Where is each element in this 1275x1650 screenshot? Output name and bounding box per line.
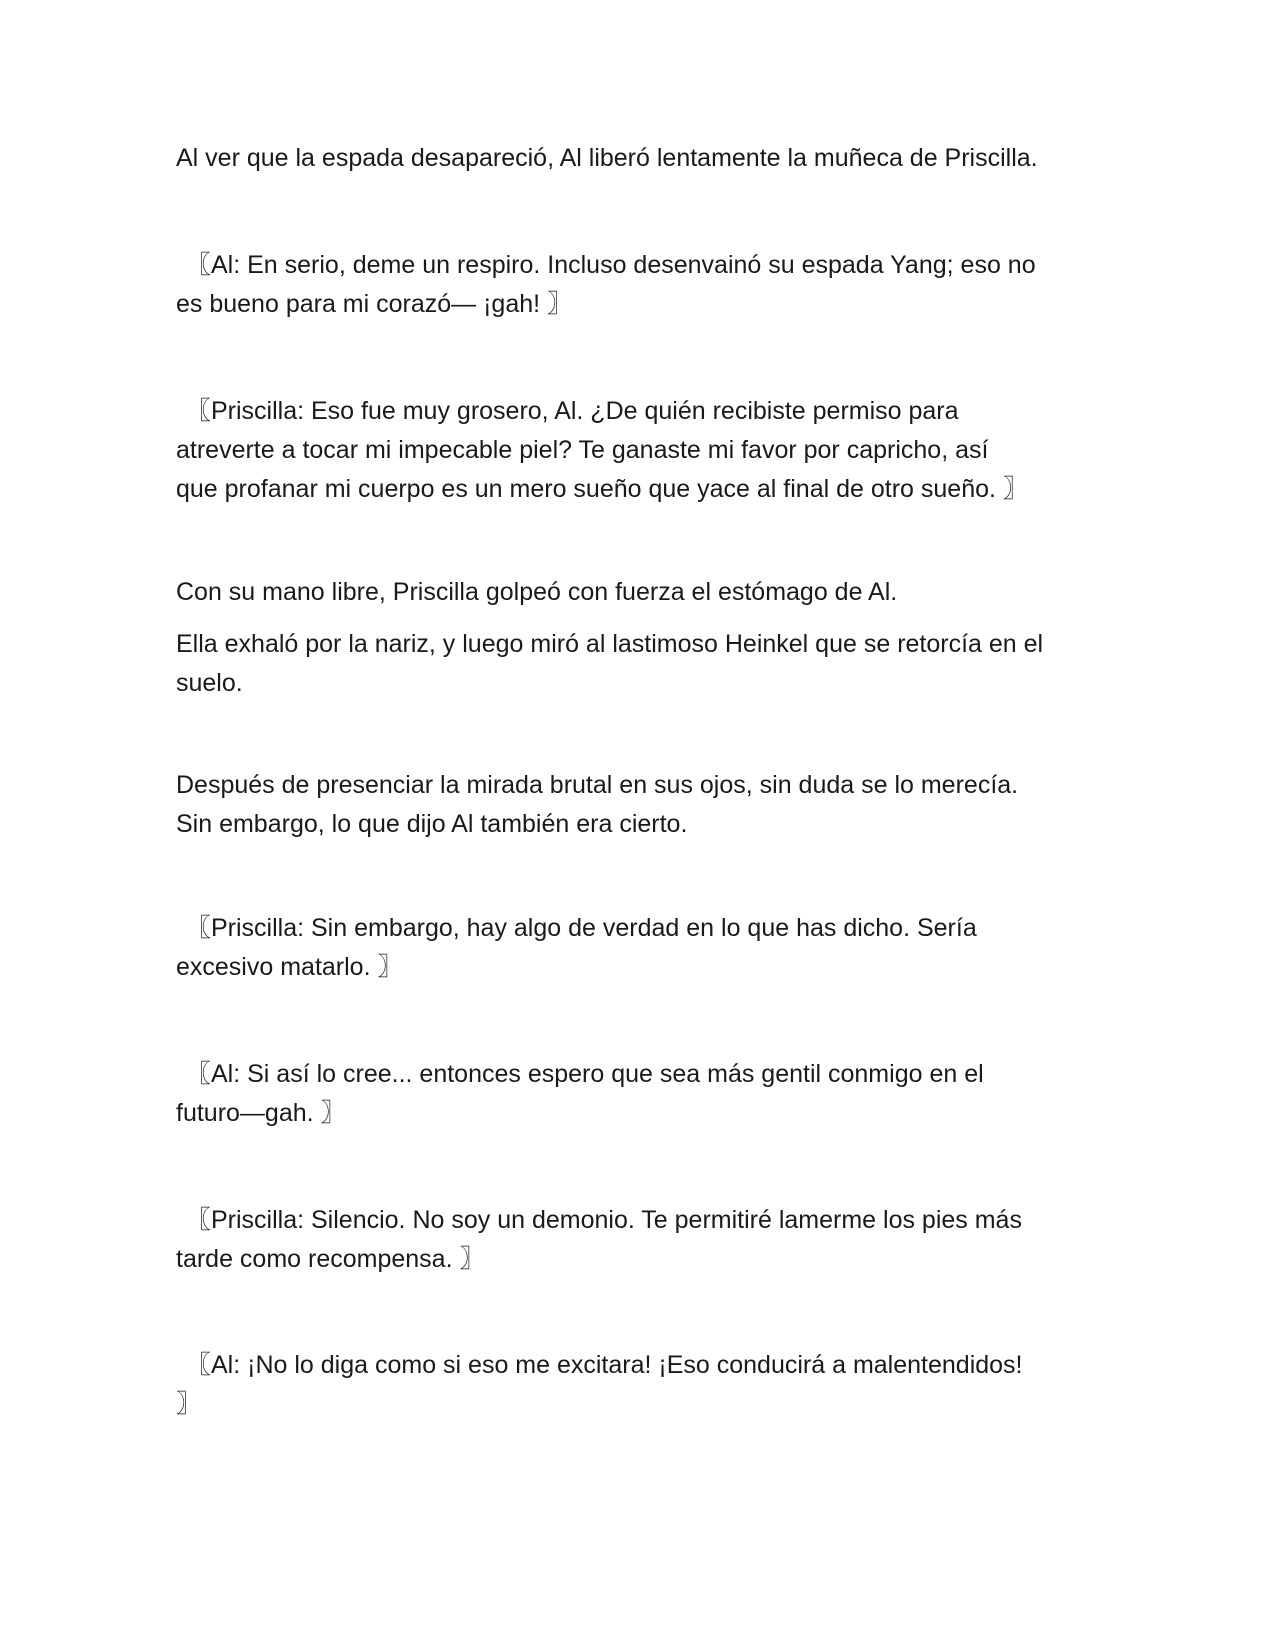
text-line: 〖Al: Si así lo cree... entonces espero que sea más gentil conmigo en el xyxy=(186,1060,984,1088)
paragraph-narration xyxy=(176,766,1106,844)
paragraph-dialogue-al xyxy=(176,1055,1106,1133)
paragraph-narration xyxy=(176,625,1106,703)
text-line: Después de presenciar la mirada brutal en sus ojos, sin duda se lo merecía. xyxy=(176,771,1019,799)
text-line: Ella exhaló por la nariz, y luego miró al lastimoso Heinkel que se retorcía en el xyxy=(176,630,1044,658)
text-line: que profanar mi cuerpo es un mero sueño que yace al final de otro sueño. 〗 xyxy=(176,475,1028,503)
text-line: 〖Priscilla: Sin embargo, hay algo de verdad en lo que has dicho. Sería xyxy=(186,914,977,942)
paragraph-narration xyxy=(176,139,1106,178)
paragraph-dialogue-al xyxy=(176,246,1106,324)
paragraph-dialogue-al xyxy=(176,1346,1106,1424)
text-line: atreverte a tocar mi impecable piel? Te ganaste mi favor por capricho, así xyxy=(176,436,989,464)
text-line: Sin embargo, lo que dijo Al también era cierto. xyxy=(176,810,688,838)
text-line: tarde como recompensa. 〗 xyxy=(176,1245,485,1273)
text-line: futuro—gah. 〗 xyxy=(176,1099,346,1127)
paragraph-narration xyxy=(176,573,1106,612)
text-line: 〗 xyxy=(176,1390,202,1418)
paragraph-dialogue-priscilla xyxy=(176,1201,1106,1279)
text-line: Con su mano libre, Priscilla golpeó con fuerza el estómago de Al. xyxy=(176,578,898,606)
text-line: es bueno para mi corazó— ¡gah! 〗 xyxy=(176,290,573,318)
text-line: 〖Al: En serio, deme un respiro. Incluso desenvainó su espada Yang; eso no xyxy=(186,251,1036,279)
text-line: 〖Priscilla: Eso fue muy grosero, Al. ¿De quién recibiste permiso para xyxy=(186,397,959,425)
text-line: excesivo matarlo. 〗 xyxy=(176,953,403,981)
text-line: Al ver que la espada desapareció, Al liberó lentamente la muñeca de Priscilla. xyxy=(176,144,1038,172)
text-line: suelo. xyxy=(176,669,243,697)
paragraph-dialogue-priscilla xyxy=(176,392,1106,509)
paragraph-dialogue-priscilla xyxy=(176,909,1106,987)
text-line: 〖Al: ¡No lo diga como si eso me excitara! ¡Eso conducirá a malentendidos! xyxy=(186,1351,1023,1379)
text-line: 〖Priscilla: Silencio. No soy un demonio. Te permitiré lamerme los pies más xyxy=(186,1206,1022,1234)
